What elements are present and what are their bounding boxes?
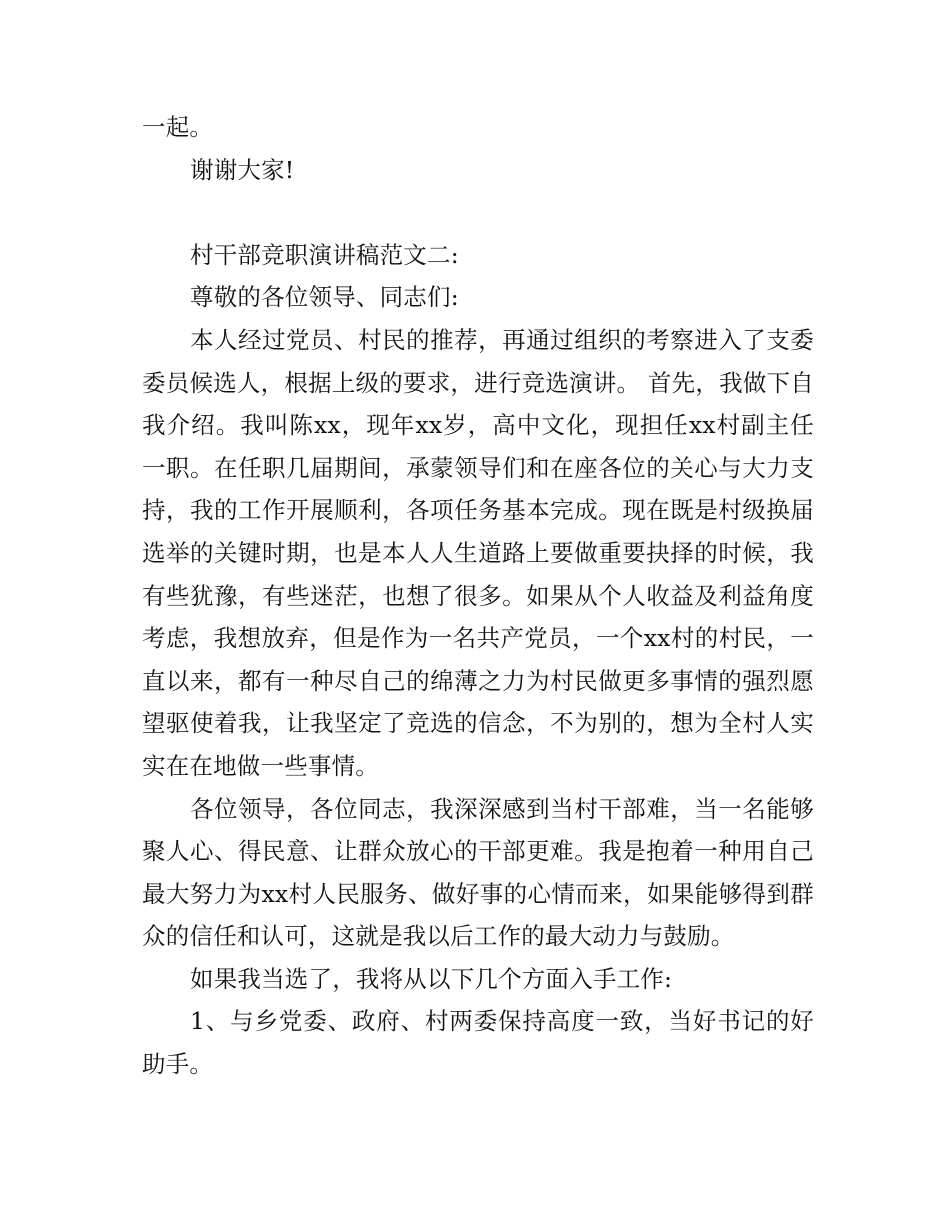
paragraph-plan-intro: 如果我当选了，我将从以下几个方面入手工作:	[190, 964, 673, 993]
section-heading: 村干部竞职演讲稿范文二:	[190, 240, 459, 269]
salutation: 尊敬的各位领导、同志们:	[190, 283, 459, 312]
paragraph-spacer	[142, 191, 814, 234]
paragraph-introduction: 本人经过党员、村民的推荐，再通过组织的考察进入了支委委员候选人，根据上级的要求，进行竞选演讲。 首先，我做下自我介绍。我叫陈xx，现年xx岁，高中文化，现担任xx村副主任一职。在任职几届期间，承蒙领导们和在座各位的关心与大力支持，我的工作开展顺利，各项任务基本完成。现在既是村级换届选举的关键时期，也是本人人生道路上要做重要抉择的时候，我有些犹豫，有些迷茫，也想了很多。如果从个人收益及利益角度考虑，我想放弃，但是作为一名共产党员，一个xx村的村民，一直以来，都有一种尽自己的绵薄之力为村民做更多事情的强烈愿望驱使着我，让我坚定了竞选的信念，不为别的，想为全村人实实在在地做一些事情。	[142, 325, 814, 780]
paragraph-continuation: 一起。	[142, 113, 214, 141]
document-body	[142, 106, 814, 1086]
paragraph-motivation: 各位领导，各位同志，我深深感到当村干部难，当一名能够聚人心、得民意、让群众放心的干部更难。我是抱着一种用自己最大努力为xx村人民服务、做好事的心情而来，如果能够得到群众的信任和认可，这就是我以后工作的最大动力与鼓励。	[142, 794, 814, 951]
paragraph-plan-item-1: 1、与乡党委、政府、村两委保持高度一致，当好书记的好助手。	[142, 1007, 814, 1079]
paragraph-thanks: 谢谢大家!	[190, 155, 295, 184]
